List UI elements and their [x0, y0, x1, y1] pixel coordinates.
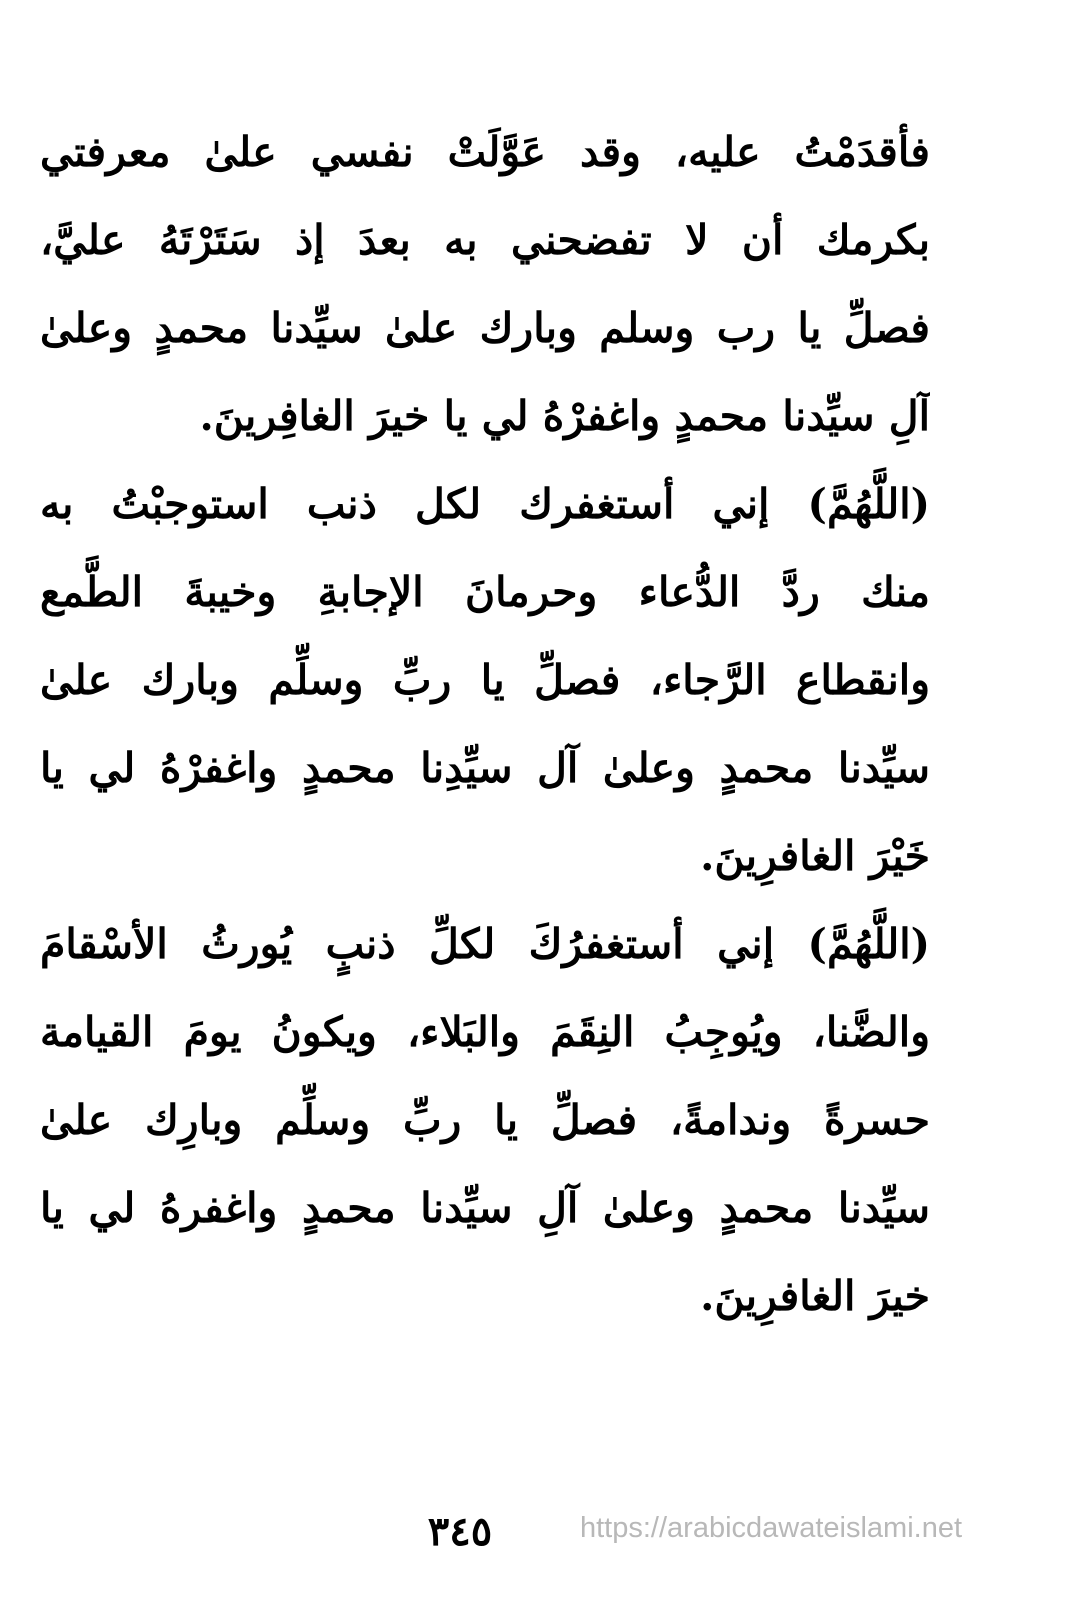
page-number: ٣٤٥ [427, 1508, 493, 1555]
text-line: حسرةً وندامةً، فصلِّ يا ربِّ وسلِّم وبارِك علىٰ [40, 1096, 930, 1144]
paragraph-2 [40, 460, 930, 900]
text-line: منك ردَّ الدُّعاء وحرمانَ الإجابةِ وخيبةَ الطَّمع [40, 568, 930, 616]
text-line: والضَّنا، ويُوجِبُ النِقَمَ والبَلاء، ويكونُ يومَ القيامة [40, 1008, 930, 1056]
text-line: آلِ سيِّدنا محمدٍ واغفرْهُ لي يا خيرَ الغافِرينَ. [199, 392, 930, 440]
text-line: خيرَ الغافرِينَ. [700, 1272, 930, 1320]
text-line: فصلِّ يا رب وسلم وبارك علىٰ سيِّدنا محمدٍ وعلىٰ [40, 304, 930, 352]
paragraph-3 [40, 900, 930, 1340]
text-line: (اللَّهُمَّ) إني أستغفرُكَ لكلِّ ذنبٍ يُورثُ الأسْقامَ [40, 920, 930, 968]
text-line: (اللَّهُمَّ) إني أستغفرك لكل ذنب استوجبْتُ به [40, 480, 930, 528]
text-line: بكرمك أن لا تفضحني به بعدَ إذ سَتَرْتَهُ عليَّ، [40, 216, 930, 264]
watermark-url: https://arabicdawateislami.net [580, 1512, 963, 1544]
paragraph-1 [40, 108, 930, 460]
text-line: وانقطاع الرَّجاء، فصلِّ يا ربِّ وسلِّم وبارك علىٰ [40, 656, 930, 704]
text-line: سيِّدنا محمدٍ وعلىٰ آل سيِّدِنا محمدٍ واغفرْهُ لي يا [40, 744, 930, 792]
text-line: خَيْرَ الغافرِينَ. [700, 832, 930, 880]
prayer-text [40, 108, 930, 1340]
text-line: فأقدَمْتُ عليه، وقد عَوَّلَتْ نفسي علىٰ معرفتي [40, 128, 930, 176]
text-line: سيِّدنا محمدٍ وعلىٰ آلِ سيِّدنا محمدٍ واغفرهُ لي يا [40, 1184, 930, 1232]
